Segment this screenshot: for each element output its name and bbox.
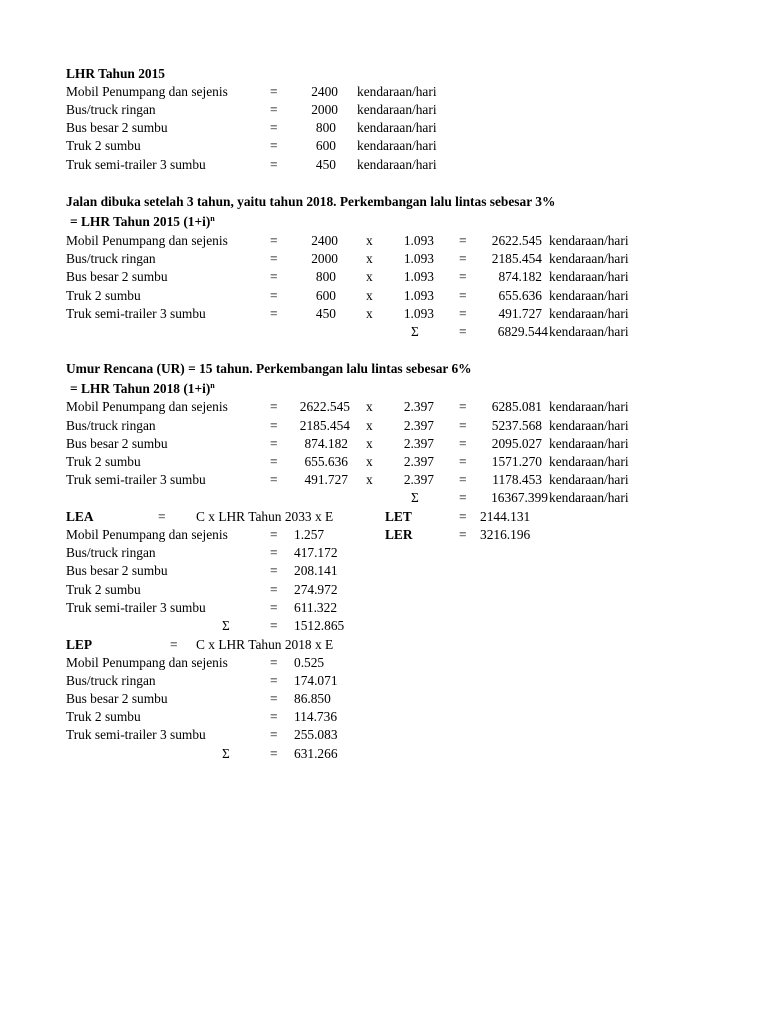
row-factor: 2.397: [403, 436, 434, 451]
equals-sign: =: [270, 527, 278, 542]
row-result: 491.727: [498, 306, 542, 321]
row-label: Mobil Penumpang dan sejenis: [66, 399, 228, 414]
let-value: 2144.131: [480, 509, 531, 524]
equals-sign: =: [459, 527, 467, 542]
equals-sign: =: [270, 454, 278, 469]
row-label: Truk 2 sumbu: [66, 138, 141, 153]
row-result: 2185.454: [491, 251, 542, 266]
equals-sign: =: [459, 288, 467, 303]
formula-text: = LHR Tahun 2015 (1+i): [70, 214, 211, 229]
equals-sign: =: [270, 563, 278, 578]
row-factor: 1.093: [403, 233, 434, 248]
row-factor: 2.397: [403, 418, 434, 433]
times-sign: x: [366, 306, 373, 321]
row-value: 450: [315, 306, 336, 321]
row-value: 174.071: [294, 673, 338, 688]
equals-sign: =: [270, 472, 278, 487]
unit-label: kendaraan/hari: [357, 102, 437, 117]
sum-symbol: Σ: [411, 490, 419, 505]
row-label: Bus besar 2 sumbu: [66, 269, 168, 284]
formula-text: = LHR Tahun 2018 (1+i): [70, 381, 211, 396]
ler-value: 3216.196: [480, 527, 531, 542]
row-value: 417.172: [294, 545, 338, 560]
row-factor: 1.093: [403, 306, 434, 321]
equals-sign: =: [459, 306, 467, 321]
times-sign: x: [366, 399, 373, 414]
total-value: 631.266: [294, 746, 338, 761]
row-factor: 1.093: [403, 288, 434, 303]
row-label: Truk semi-trailer 3 sumbu: [66, 472, 206, 487]
let-label: LET: [385, 509, 412, 524]
lep-formula: C x LHR Tahun 2018 x E: [196, 637, 334, 652]
row-value: 450: [315, 157, 336, 172]
times-sign: x: [366, 436, 373, 451]
total-value: 1512.865: [294, 618, 345, 633]
row-value: 0.525: [294, 655, 325, 670]
row-value: 255.083: [294, 727, 338, 742]
times-sign: x: [366, 233, 373, 248]
equals-sign: =: [270, 709, 278, 724]
unit-label: kendaraan/hari: [357, 138, 437, 153]
equals-sign: =: [270, 102, 278, 117]
times-sign: x: [366, 472, 373, 487]
equals-sign: =: [270, 138, 278, 153]
times-sign: x: [366, 269, 373, 284]
section1-title: LHR Tahun 2015: [66, 66, 165, 81]
unit-label: kendaraan/hari: [357, 120, 437, 135]
equals-sign: =: [270, 84, 278, 99]
equals-sign: =: [270, 436, 278, 451]
unit-label: kendaraan/hari: [549, 269, 629, 284]
section2-heading: Jalan dibuka setelah 3 tahun, yaitu tahun 2018. Perkembangan lalu lintas sebesar 3%: [66, 194, 556, 209]
equals-sign: =: [459, 490, 467, 505]
equals-sign: =: [459, 233, 467, 248]
unit-label: kendaraan/hari: [549, 436, 629, 451]
row-value: 611.322: [294, 600, 338, 615]
row-label: Bus/truck ringan: [66, 545, 156, 560]
row-result: 655.636: [498, 288, 542, 303]
section3-heading: Umur Rencana (UR) = 15 tahun. Perkembangan lalu lintas sebesar 6%: [66, 361, 472, 376]
sum-symbol: Σ: [222, 746, 230, 761]
equals-sign: =: [270, 727, 278, 742]
unit-label: kendaraan/hari: [549, 233, 629, 248]
unit-label: kendaraan/hari: [357, 157, 437, 172]
row-label: Bus/truck ringan: [66, 251, 156, 266]
section3-formula: [70, 381, 215, 397]
row-label: Bus besar 2 sumbu: [66, 120, 168, 135]
row-label: Truk semi-trailer 3 sumbu: [66, 157, 206, 172]
section2-formula: [70, 214, 215, 230]
row-label: Truk semi-trailer 3 sumbu: [66, 600, 206, 615]
equals-sign: =: [459, 509, 467, 524]
row-label: Truk semi-trailer 3 sumbu: [66, 306, 206, 321]
ler-label: LER: [385, 527, 413, 542]
equals-sign: =: [459, 454, 467, 469]
row-label: Mobil Penumpang dan sejenis: [66, 527, 228, 542]
lep-label: LEP: [66, 637, 93, 652]
unit-label: kendaraan/hari: [549, 251, 629, 266]
equals-sign: =: [459, 472, 467, 487]
equals-sign: =: [270, 233, 278, 248]
row-label: Truk 2 sumbu: [66, 454, 141, 469]
row-label: Truk semi-trailer 3 sumbu: [66, 727, 206, 742]
equals-sign: =: [459, 436, 467, 451]
equals-sign: =: [270, 251, 278, 266]
row-value: 2000: [311, 102, 338, 117]
formula-exponent: n: [210, 214, 215, 223]
row-value: 208.141: [294, 563, 338, 578]
row-label: Bus/truck ringan: [66, 102, 156, 117]
equals-sign: =: [170, 637, 178, 652]
unit-label: kendaraan/hari: [549, 454, 629, 469]
equals-sign: =: [459, 418, 467, 433]
equals-sign: =: [270, 655, 278, 670]
row-result: 2095.027: [491, 436, 542, 451]
row-label: Bus besar 2 sumbu: [66, 691, 168, 706]
equals-sign: =: [270, 120, 278, 135]
row-result: 6285.081: [491, 399, 542, 414]
formula-exponent: n: [210, 381, 215, 390]
unit-label: kendaraan/hari: [549, 288, 629, 303]
times-sign: x: [366, 454, 373, 469]
row-value: 600: [315, 138, 336, 153]
row-value: 274.972: [294, 582, 338, 597]
row-label: Mobil Penumpang dan sejenis: [66, 84, 228, 99]
sum-symbol: Σ: [222, 618, 230, 633]
row-label: Bus/truck ringan: [66, 673, 156, 688]
equals-sign: =: [158, 509, 166, 524]
equals-sign: =: [459, 269, 467, 284]
row-value: 800: [315, 120, 336, 135]
row-factor: 2.397: [403, 472, 434, 487]
sum-symbol: Σ: [411, 324, 419, 339]
row-value: 600: [315, 288, 336, 303]
row-value: 2400: [311, 233, 338, 248]
row-factor: 2.397: [403, 399, 434, 414]
row-value: 800: [315, 269, 336, 284]
equals-sign: =: [270, 269, 278, 284]
equals-sign: =: [270, 746, 278, 761]
row-label: Mobil Penumpang dan sejenis: [66, 655, 228, 670]
row-value: 874.182: [304, 436, 348, 451]
row-value: 2400: [311, 84, 338, 99]
row-label: Truk 2 sumbu: [66, 288, 141, 303]
times-sign: x: [366, 418, 373, 433]
row-label: Bus besar 2 sumbu: [66, 436, 168, 451]
equals-sign: =: [270, 673, 278, 688]
equals-sign: =: [270, 288, 278, 303]
unit-label: kendaraan/hari: [549, 472, 629, 487]
equals-sign: =: [270, 157, 278, 172]
row-result: 5237.568: [491, 418, 542, 433]
equals-sign: =: [459, 251, 467, 266]
unit-label: kendaraan/hari: [549, 490, 629, 505]
times-sign: x: [366, 251, 373, 266]
unit-label: kendaraan/hari: [549, 306, 629, 321]
row-value: 2000: [311, 251, 338, 266]
row-label: Truk 2 sumbu: [66, 582, 141, 597]
equals-sign: =: [270, 582, 278, 597]
unit-label: kendaraan/hari: [549, 324, 629, 339]
total-value: 6829.544: [497, 324, 548, 339]
unit-label: kendaraan/hari: [357, 84, 437, 99]
equals-sign: =: [270, 600, 278, 615]
equals-sign: =: [270, 618, 278, 633]
unit-label: kendaraan/hari: [549, 399, 629, 414]
row-factor: 2.397: [403, 454, 434, 469]
unit-label: kendaraan/hari: [549, 418, 629, 433]
equals-sign: =: [270, 691, 278, 706]
row-value: 86.850: [294, 691, 331, 706]
row-label: Mobil Penumpang dan sejenis: [66, 233, 228, 248]
row-value: 1.257: [294, 527, 325, 542]
row-result: 1178.453: [492, 472, 542, 487]
row-factor: 1.093: [403, 251, 434, 266]
times-sign: x: [366, 288, 373, 303]
row-value: 2185.454: [299, 418, 350, 433]
equals-sign: =: [270, 399, 278, 414]
equals-sign: =: [270, 545, 278, 560]
row-factor: 1.093: [403, 269, 434, 284]
equals-sign: =: [270, 418, 278, 433]
equals-sign: =: [459, 399, 467, 414]
row-value: 491.727: [304, 472, 348, 487]
row-label: Bus besar 2 sumbu: [66, 563, 168, 578]
row-label: Truk 2 sumbu: [66, 709, 141, 724]
row-label: Bus/truck ringan: [66, 418, 156, 433]
row-value: 2622.545: [299, 399, 350, 414]
row-value: 114.736: [294, 709, 338, 724]
equals-sign: =: [459, 324, 467, 339]
row-value: 655.636: [304, 454, 348, 469]
equals-sign: =: [270, 306, 278, 321]
total-value: 16367.399: [491, 490, 548, 505]
row-result: 874.182: [498, 269, 542, 284]
row-result: 2622.545: [491, 233, 542, 248]
lea-label: LEA: [66, 509, 94, 524]
row-result: 1571.270: [491, 454, 542, 469]
lea-formula: C x LHR Tahun 2033 x E: [196, 509, 334, 524]
